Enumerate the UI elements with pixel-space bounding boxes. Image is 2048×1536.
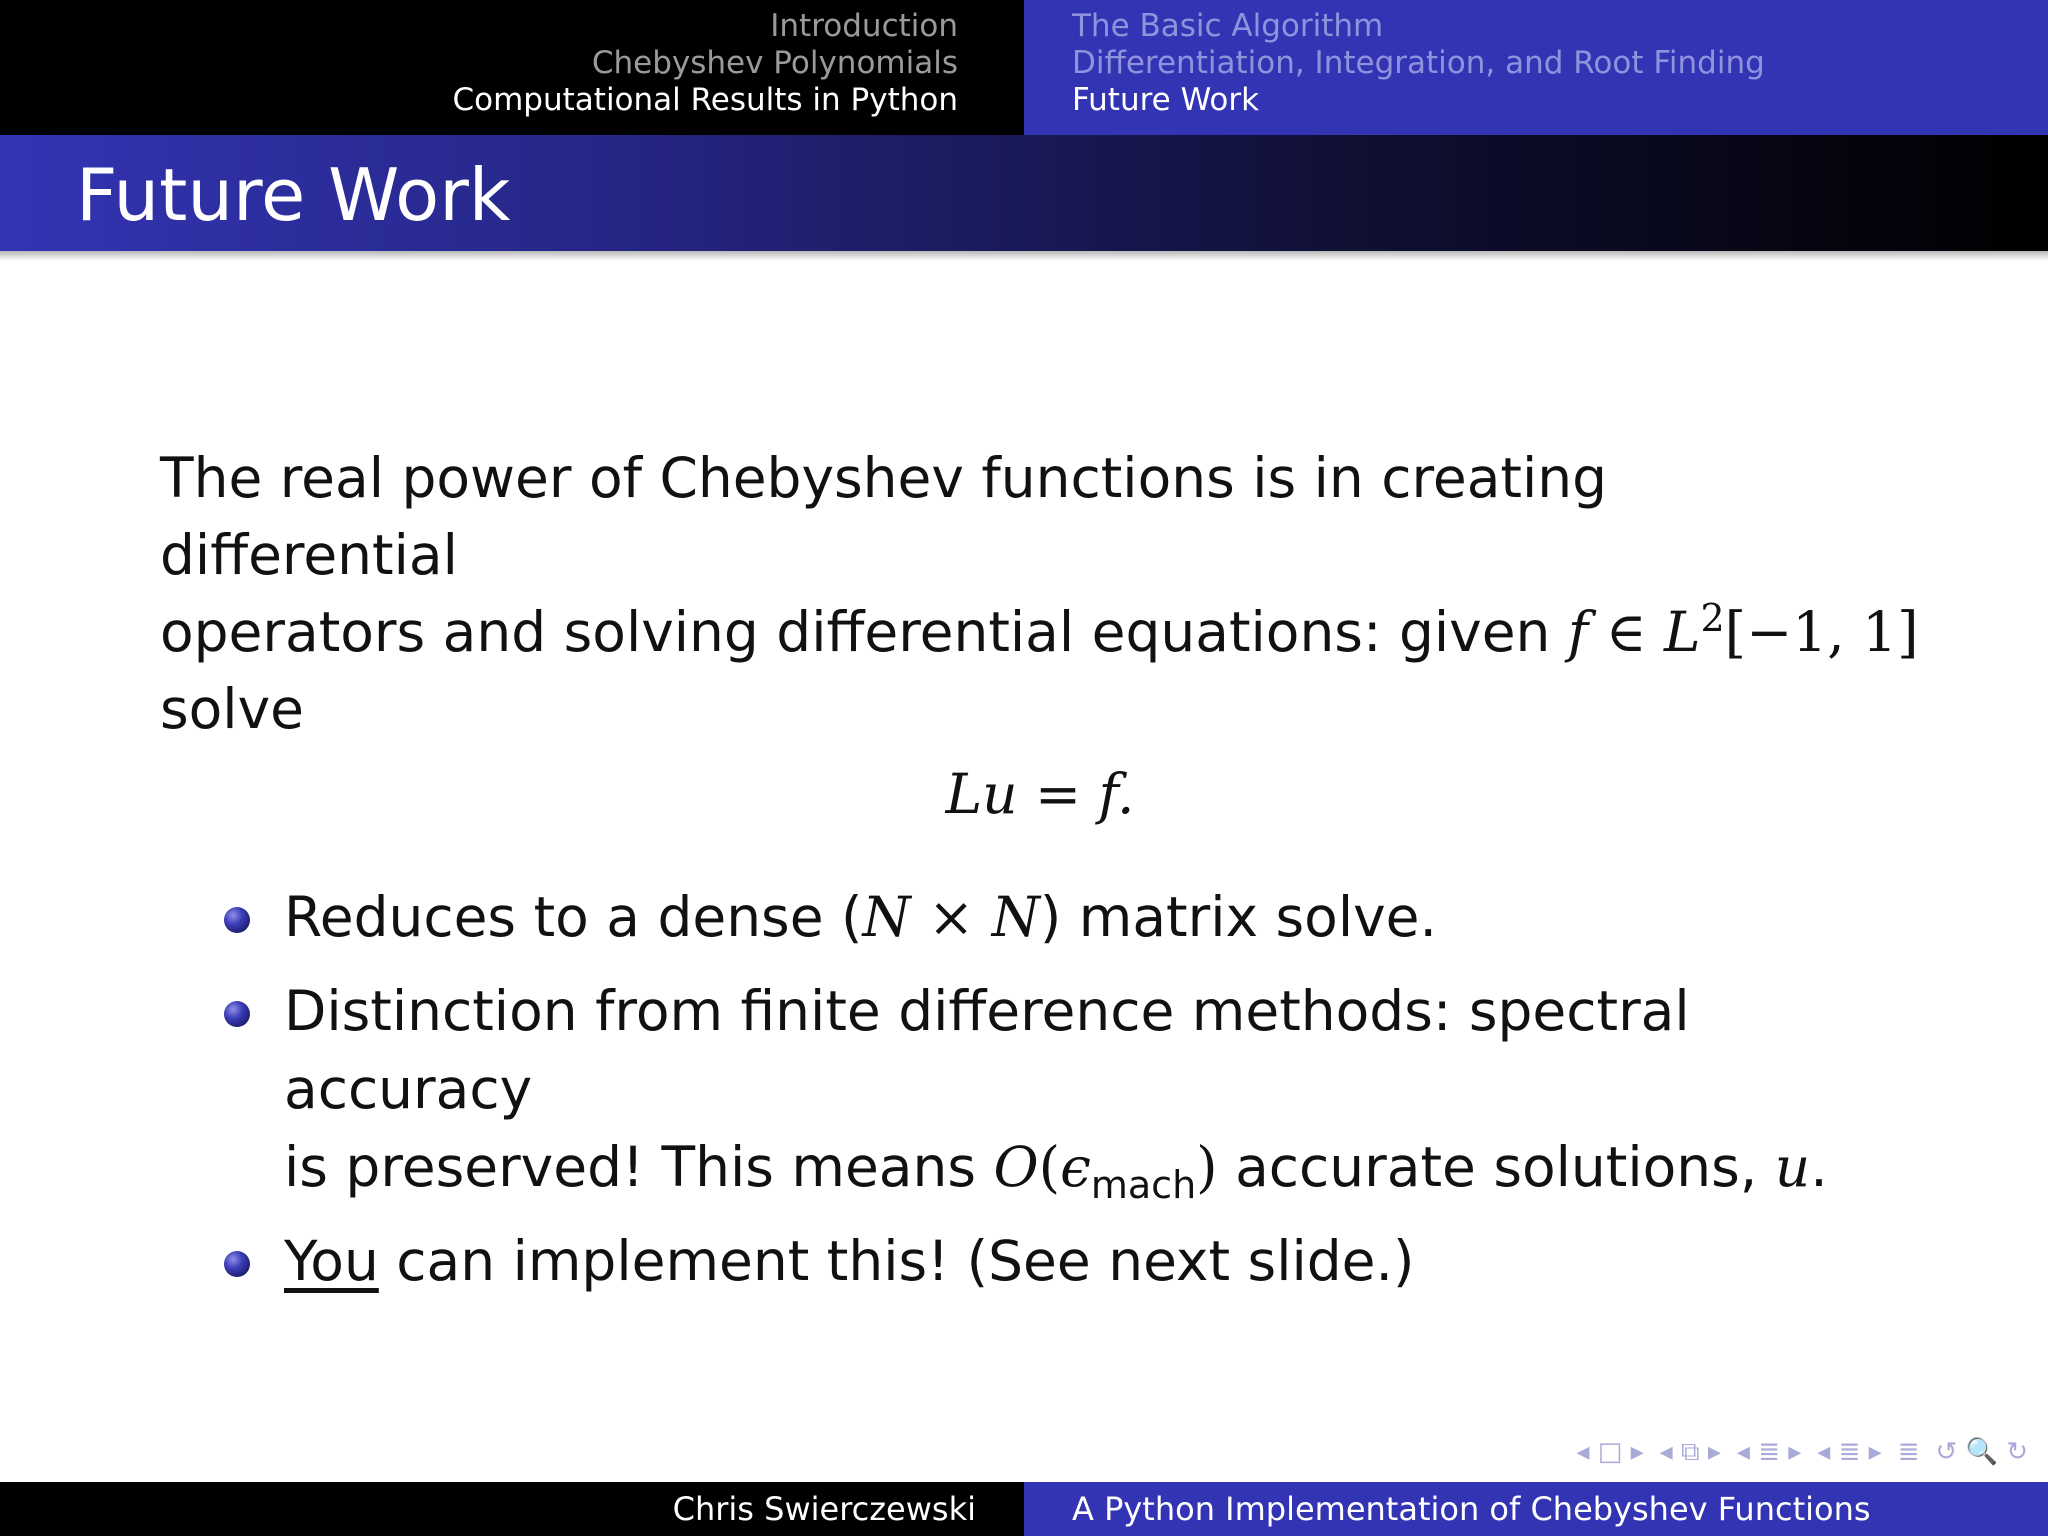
- subsection-differentiation[interactable]: Differentiation, Integration, and Root Finding: [1072, 45, 1765, 81]
- subsection-nav-icon[interactable]: ◂ ⧉ ▸: [1659, 1436, 1721, 1467]
- bullet-3-text: can implement this! (See next slide.): [378, 1229, 1415, 1293]
- section-list: [0, 0, 1024, 135]
- bullet-2-text-before: is preserved! This means: [284, 1135, 994, 1199]
- bullet-ball-icon: [224, 1251, 250, 1277]
- math-paren-open: (: [1038, 1135, 1061, 1199]
- search-nav-icon[interactable]: ↺ 🔍 ↻: [1935, 1437, 2028, 1467]
- bullet-list: [160, 878, 1920, 1316]
- underlined-you: You: [284, 1229, 379, 1293]
- math-big-O: O: [993, 1135, 1039, 1199]
- math-subscript-mach: mach: [1090, 1163, 1197, 1207]
- toc-nav-icon[interactable]: ≣: [1897, 1437, 1920, 1467]
- bullet-2-text-after: accurate solutions,: [1217, 1135, 1775, 1199]
- math-exponent: 2: [1700, 596, 1725, 640]
- section-nav-icon[interactable]: ◂ ≣ ▸: [1736, 1437, 1802, 1467]
- title-shadow: [0, 251, 2048, 261]
- bullet-dense-matrix: [160, 878, 1920, 956]
- subsection-list: [1024, 0, 2048, 135]
- header-navigation: [0, 0, 2048, 135]
- bullet-2-line-1: Distinction from finite difference methods: spectral accuracy: [284, 979, 1690, 1121]
- intro-line-2: operators and solving differential equations: given: [160, 600, 1551, 664]
- subsection-basic-algorithm[interactable]: The Basic Algorithm: [1072, 8, 1384, 44]
- bullet-spectral-accuracy: [160, 972, 1920, 1206]
- frame-title-bar: [0, 135, 2048, 251]
- bullet-1-text-before: Reduces to a dense (: [284, 885, 863, 949]
- bullet-2-period: .: [1810, 1135, 1828, 1199]
- math-interval: [−1, 1]: [1724, 600, 1919, 664]
- math-u: u: [1774, 1135, 1811, 1199]
- intro-line-3: solve: [160, 677, 304, 741]
- frame-nav-icon[interactable]: ◂ □ ▸: [1576, 1437, 1644, 1467]
- intro-line-1: The real power of Chebyshev functions is in creating differential: [160, 446, 1608, 587]
- navigation-symbols: [1576, 1434, 2028, 1470]
- bullet-1-text-after: ) matrix solve.: [1039, 885, 1437, 949]
- display-equation: Lu = f.: [945, 762, 1135, 826]
- slide-content: [160, 440, 1920, 834]
- slide-title: Future Work: [76, 153, 511, 237]
- bullet-ball-icon: [224, 907, 250, 933]
- math-f: f: [1567, 600, 1589, 664]
- section-computational-results[interactable]: Computational Results in Python: [452, 82, 958, 118]
- math-N: N: [862, 885, 911, 949]
- math-N: N: [991, 885, 1040, 949]
- math-L: L: [1663, 600, 1701, 664]
- intro-paragraph: [160, 440, 1920, 748]
- math-times: ×: [928, 885, 975, 949]
- bullet-implement: [160, 1222, 1920, 1300]
- footer-author: Chris Swierczewski: [0, 1482, 1024, 1536]
- subsection2-nav-icon[interactable]: ◂ ≣ ▸: [1817, 1437, 1882, 1467]
- footer: [0, 1482, 2048, 1536]
- math-epsilon: ϵ: [1060, 1135, 1091, 1199]
- subsection-future-work[interactable]: Future Work: [1072, 82, 1260, 118]
- math-element-of: ∈: [1605, 600, 1647, 664]
- section-introduction[interactable]: Introduction: [770, 8, 958, 44]
- math-paren-close: ): [1196, 1135, 1218, 1199]
- footer-title: A Python Implementation of Chebyshev Functions: [1024, 1482, 2048, 1536]
- section-chebyshev-polynomials[interactable]: Chebyshev Polynomials: [591, 45, 958, 81]
- bullet-ball-icon: [224, 1001, 250, 1027]
